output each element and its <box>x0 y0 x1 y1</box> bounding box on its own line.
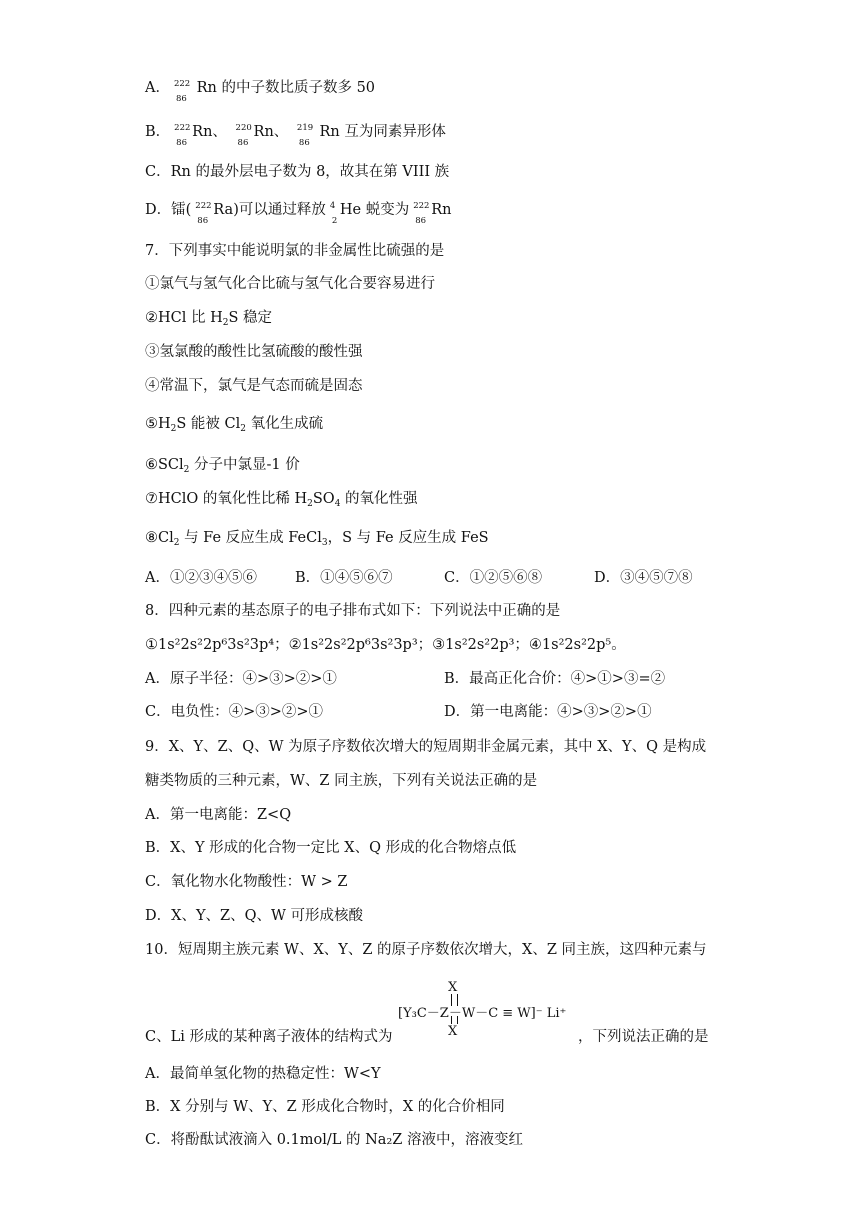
q7-option-b: B．①④⑤⑥⑦ <box>295 570 393 586</box>
q9-option-c: C．氧化物水化物酸性：W > Z <box>145 874 348 890</box>
q8-option-b: B．最高正化合价：④>①>③=② <box>444 671 666 687</box>
q6-option-c: C．Rn 的最外层电子数为 8，故其在第 VIII 族 <box>145 164 450 180</box>
q8-option-d: D．第一电离能：④>③>②>① <box>444 704 652 720</box>
nuclide-symbol: 219 86 <box>296 123 314 148</box>
q9-option-a: A．第一电离能：Z<Q <box>145 807 292 823</box>
nuclide-symbol: 222 86 <box>195 201 212 226</box>
q8-option-a: A．原子半径：④>③>②>① <box>145 671 337 687</box>
nuclide-symbol: 4 2 <box>329 201 338 226</box>
q7-statement-1: ①氯气与氢气化合比硫与氢气化合要容易进行 <box>145 276 435 292</box>
q6-option-d: D．镭( 222 86 Ra)可以通过释放 4 2 He 蜕变为 222 86 Rn <box>145 201 452 226</box>
q6-option-a: A． 222 86 Rn 的中子数比质子数多 50 <box>145 79 376 104</box>
q7-statement-6: ⑥SCl$_2$ 分子中氯显-1 价 <box>145 457 300 475</box>
q10-stem-line2-pre: C、Li 形成的某种离子液体的结构式为 <box>145 1029 393 1045</box>
q6-option-b: B． 222 86 Rn、 220 86 Rn、 219 86 Rn 互为同素异形体 <box>145 123 446 148</box>
q9-option-d: D．X、Y、Z、Q、W 可形成核酸 <box>145 908 363 924</box>
q10-stem-line1: 10．短周期主族元素 W、X、Y、Z 的原子序数依次增大，X、Z 同主族，这四种元素与 <box>145 942 707 958</box>
q8-option-c: C．电负性：④>③>②>① <box>145 704 324 720</box>
q7-stem: 7．下列事实中能说明氯的非金属性比硫强的是 <box>145 243 445 259</box>
q10-option-c: C．将酚酞试液滴入 0.1mol/L 的 Na₂Z 溶液中，溶液变红 <box>145 1132 523 1148</box>
q8-stem: 8．四种元素的基态原子的电子排布式如下：下列说法中正确的是 <box>145 603 561 619</box>
q9-stem-line1: 9．X、Y、Z、Q、W 为原子序数依次增大的短周期非金属元素，其中 X、Y、Q 是构成 <box>145 739 707 755</box>
q10-option-a: A．最简单氢化物的热稳定性：W<Y <box>145 1066 381 1082</box>
nuclide-symbol: 220 86 <box>235 123 252 148</box>
q7-statement-8: $⑧Cl_2$ 与 Fe 反应生成 FeCl$_3$，S 与 Fe 反应生成 FeS <box>145 530 489 548</box>
q7-statement-2: ②HCl 比 $H_2S$ 稳定 <box>145 310 273 328</box>
option-label: A． <box>145 80 170 96</box>
q7-statement-5: $⑤H_2S$ 能被 $Cl_2$ 氧化生成硫 <box>145 416 324 434</box>
structure-x-bottom: X <box>448 1024 458 1039</box>
q9-option-b: B．X、Y 形成的化合物一定比 X、Q 形成的化合物熔点低 <box>145 840 517 856</box>
nuclide-symbol: 222 86 <box>413 201 430 226</box>
ionic-liquid-structure <box>398 980 578 1038</box>
q7-option-c: C．①②⑤⑥⑧ <box>444 570 543 586</box>
q10-stem-line2-post: ，下列说法正确的是 <box>578 1029 709 1045</box>
q7-option-d: D．③④⑤⑦⑧ <box>594 570 693 586</box>
double-bond-bottom <box>451 1016 458 1024</box>
q7-statement-4: ④常温下，氯气是气态而硫是固态 <box>145 378 363 394</box>
q9-stem-line2: 糖类物质的三种元素，W、Z 同主族，下列有关说法正确的是 <box>145 773 538 789</box>
nuclide-symbol: 222 86 <box>174 123 191 148</box>
structure-main-chain: [Y₃C－Z－W－C ≡ W]⁻ Li⁺ <box>398 1006 567 1021</box>
q8-configs: ①1s²2s²2p⁶3s²3p⁴；②1s²2s²2p⁶3s²3p³；③1s²2s²2p³；④1s²2s²2p⁵。 <box>145 637 626 653</box>
q7-statement-3: ③氢氯酸的酸性比氢硫酸的酸性强 <box>145 344 363 360</box>
q10-option-b: B．X 分别与 W、Y、Z 形成化合物时，X 的化合价相同 <box>145 1099 505 1115</box>
nuclide-symbol: 222 86 <box>173 79 191 104</box>
q7-statement-7: ⑦HClO 的氧化性比稀 $H_2SO_4$ 的氧化性强 <box>145 491 418 509</box>
q7-option-a: A．①②③④⑤⑥ <box>145 570 257 586</box>
structure-x-top: X <box>448 980 458 995</box>
